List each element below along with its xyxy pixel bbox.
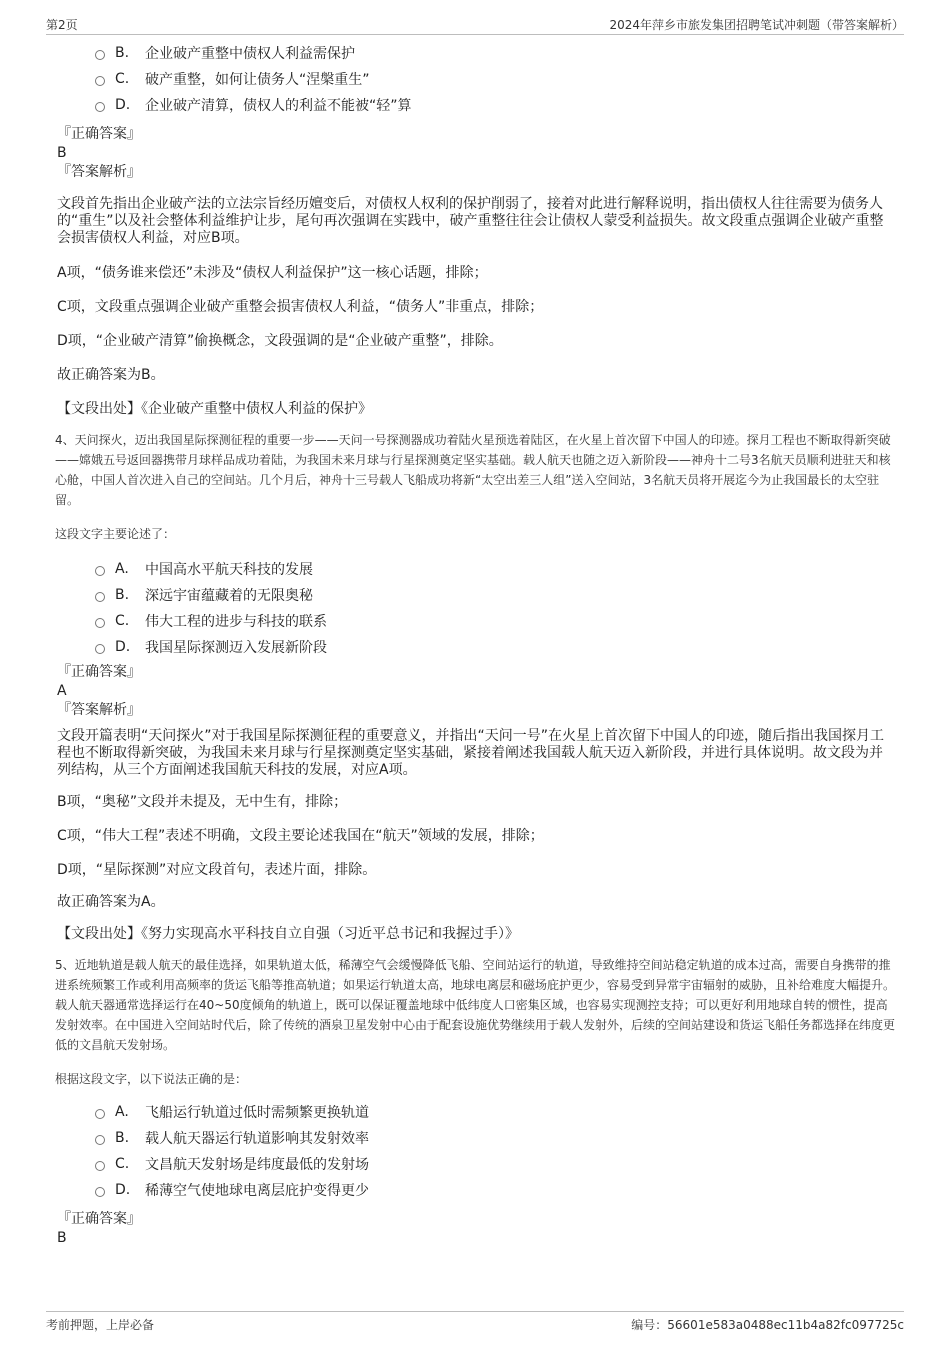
option-letter: A.: [115, 1104, 129, 1120]
page-header: [46, 14, 904, 35]
page-footer: [46, 1311, 904, 1334]
option-text: 破产重整，如何让债务人“涅槃重生”: [145, 72, 370, 88]
option-a[interactable]: [55, 556, 895, 582]
analysis-label: 『答案解析』: [57, 164, 141, 180]
option-letter: B.: [115, 1130, 130, 1146]
option-d[interactable]: [55, 1177, 895, 1203]
option-letter: D.: [115, 1182, 131, 1198]
radio-icon[interactable]: [95, 566, 105, 576]
option-letter: D.: [115, 97, 131, 113]
option-letter: B.: [115, 45, 130, 61]
option-text: 载人航天器运行轨道影响其发射效率: [145, 1131, 369, 1147]
option-letter: C.: [115, 613, 130, 629]
option-letter: C.: [115, 71, 130, 87]
analysis-note-c: C项，“伟大工程”表述不明确，文段主要论述我国在“航天”领域的发展，排除；: [57, 828, 544, 844]
radio-icon[interactable]: [95, 76, 105, 86]
option-d[interactable]: [55, 92, 895, 118]
option-c[interactable]: [55, 1151, 895, 1177]
option-text: 文昌航天发射场是纬度最低的发射场: [145, 1157, 369, 1173]
answer-value: B: [57, 145, 67, 161]
page-number: 第2页: [46, 17, 78, 32]
analysis-text: 文段开篇表明“天问探火”对于我国星际探测征程的重要意义，并指出“天问一号”在火星上首次留下中国人的印迹，随后指出我国探月工程也不断取得新突破，为我国未来月球与行星探测奠定坚实基础，紧接着阐述我国载人航天迈入新阶段，并进行具体说明。故文段为并列结构，从三个方面阐述我国航天科技的发展，对应A项。: [57, 728, 885, 778]
source: 【文段出处】《企业破产重整中债权人利益的保护》: [57, 401, 372, 417]
answer-value: B: [57, 1230, 67, 1246]
analysis-note-c: C项，文段重点强调企业破产重整会损害债权人利益，“债务人”非重点，排除；: [57, 299, 544, 315]
answer-label: 『正确答案』: [57, 126, 141, 142]
analysis-text: 文段首先指出企业破产法的立法宗旨经历嬗变后，对债权人权利的保护削弱了，接着对此进行解释说明，指出债权人往往需要为债务人的“重生”以及社会整体利益维护让步，尾句再次强调在实践中，破产重整往往会让债权人蒙受利益损失。故文段重点强调企业破产重整会损害债权人利益，对应B项。: [57, 196, 884, 246]
option-a[interactable]: [55, 1099, 895, 1125]
question-5-text: 5、近地轨道是载人航天的最佳选择，如果轨道太低，稀薄空气会缓慢降低飞船、空间站运行的轨道，导致维持空间站稳定轨道的成本过高，需要自身携带的推进系统频繁工作或利用高频率的货运飞船等推高轨道；如果运行轨道太高，地球电离层和磁场庇护更少，容易受到异常宇宙辐射的威胁，且补给难度大幅提升。载人航天器通常选择运行在40~50度倾角的轨道上，既可以保证覆盖地球中低纬度人口密集区域，也容易实现测控支持；可以更好利用地球自转的惯性，提高发射效率。在中国进入空间站时代后，除了传统的酒泉卫星发射中心由于配套设施优势继续用于载人发射外，后续的空间站建设和货运飞船任务都选择在纬度更低的文昌航天发射场。: [55, 958, 896, 1052]
option-b[interactable]: [55, 40, 895, 66]
answer-value: A: [57, 683, 67, 699]
document-content: [55, 40, 895, 1247]
analysis-label: 『答案解析』: [57, 702, 141, 718]
option-d[interactable]: [55, 634, 895, 660]
option-text: 企业破产重整中债权人利益需保护: [145, 46, 355, 62]
question-4-options: [55, 556, 895, 660]
answer-label: 『正确答案』: [57, 1211, 141, 1227]
radio-icon[interactable]: [95, 592, 105, 602]
analysis-note-a: A项，“债务谁来偿还”未涉及“债权人利益保护”这一核心话题，排除；: [57, 265, 488, 281]
question-3-options: [55, 40, 895, 118]
conclusion: 故正确答案为A。: [57, 894, 165, 910]
footer-slogan: 考前押题，上岸必备: [46, 1317, 155, 1332]
option-text: 飞船运行轨道过低时需频繁更换轨道: [145, 1105, 369, 1121]
radio-icon[interactable]: [95, 1187, 105, 1197]
option-letter: D.: [115, 639, 131, 655]
question-4-text: 4、天问探火，迈出我国星际探测征程的重要一步——天问一号探测器成功着陆火星预选着陆区，在火星上首次留下中国人的印迹。探月工程也不断取得新突破——嫦娥五号返回器携带月球样品成功着陆，为我国未来月球与行星探测奠定坚实基础。载人航天也随之迈入新阶段——神舟十二号3名航天员顺利进驻天和核心舱，中国人首次进入自己的空间站。几个月后，神舟十三号载人飞船成功将新“太空出差三人组”送入空间站，3名航天员将开展迄今为止我国最长的太空驻留。: [55, 433, 891, 507]
radio-icon[interactable]: [95, 102, 105, 112]
question-5-prompt: 根据这段文字，以下说法正确的是：: [55, 1072, 248, 1086]
source: 【文段出处】《努力实现高水平科技自立自强（习近平总书记和我握过手）》: [57, 926, 519, 942]
option-text: 稀薄空气使地球电离层庇护变得更少: [145, 1183, 369, 1199]
question-4-prompt: 这段文字主要论述了：: [55, 527, 176, 541]
option-text: 企业破产清算，债权人的利益不能被“轻”算: [145, 98, 412, 114]
question-5-options: [55, 1099, 895, 1203]
radio-icon[interactable]: [95, 618, 105, 628]
option-c[interactable]: [55, 66, 895, 92]
option-b[interactable]: [55, 582, 895, 608]
option-c[interactable]: [55, 608, 895, 634]
radio-icon[interactable]: [95, 644, 105, 654]
radio-icon[interactable]: [95, 1161, 105, 1171]
document-title: 2024年萍乡市旅发集团招聘笔试冲刺题（带答案解析）: [609, 17, 904, 32]
option-text: 我国星际探测迈入发展新阶段: [145, 640, 327, 656]
option-letter: C.: [115, 1156, 130, 1172]
option-letter: B.: [115, 587, 130, 603]
option-letter: A.: [115, 561, 129, 577]
option-text: 中国高水平航天科技的发展: [145, 562, 313, 578]
radio-icon[interactable]: [95, 1109, 105, 1119]
document-id: 编号：56601e583a0488ec11b4a82fc097725c: [631, 1317, 904, 1332]
analysis-note-d: D项，“企业破产清算”偷换概念，文段强调的是“企业破产重整”，排除。: [57, 333, 503, 349]
analysis-note-b: B项，“奥秘”文段并未提及，无中生有，排除；: [57, 794, 348, 810]
answer-label: 『正确答案』: [57, 664, 141, 680]
option-b[interactable]: [55, 1125, 895, 1151]
option-text: 深远宇宙蕴藏着的无限奥秘: [145, 588, 313, 604]
radio-icon[interactable]: [95, 50, 105, 60]
conclusion: 故正确答案为B。: [57, 367, 165, 383]
radio-icon[interactable]: [95, 1135, 105, 1145]
analysis-note-d: D项，“星际探测”对应文段首句，表述片面，排除。: [57, 862, 377, 878]
option-text: 伟大工程的进步与科技的联系: [145, 614, 327, 630]
